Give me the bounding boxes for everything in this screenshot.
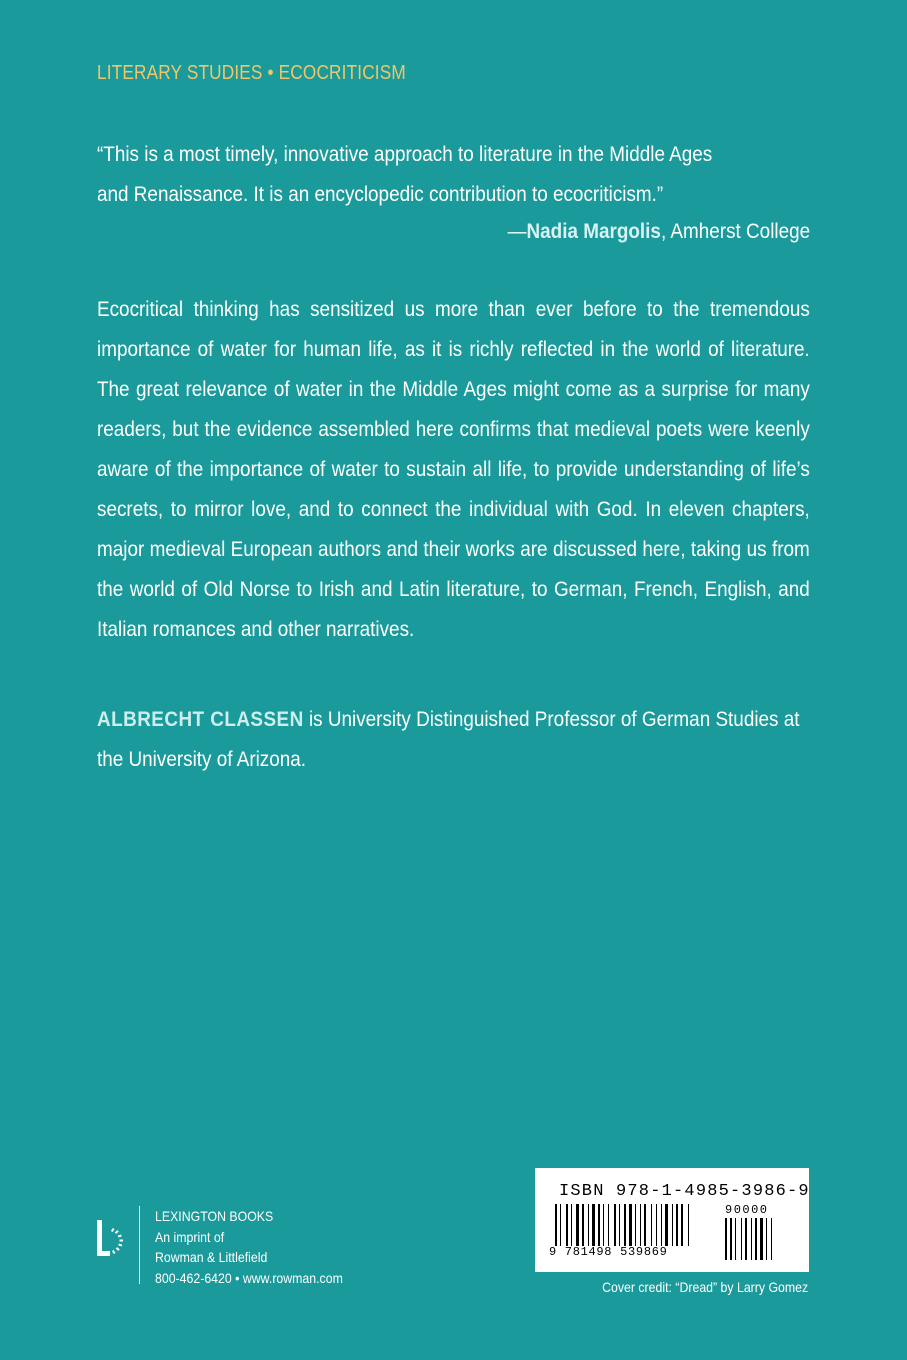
imprint-line-2: Rowman & Littlefield (155, 1249, 268, 1265)
attribution-dash: — (507, 220, 527, 243)
endorser-affiliation: , Amherst College (660, 220, 810, 243)
endorsement-quote: “This is a most timely, innovative approach to literature in the Middle Ages and Renaissance. It is an encyclopedic contribution to ecocriticism.” (97, 143, 713, 206)
lexington-books-logo-icon (95, 1216, 127, 1260)
category-label: LITERARY STUDIES • ECOCRITICISM (97, 62, 406, 84)
book-description: Ecocritical thinking has sensitized us more than ever before to the tremendous importance of water for human life, as it is richly reflected in the world of literature. The great relevance of water in the Middle Ages might come as a surprise for many readers, but the evidence assembled here confirms that medieval poets were keenly aware of the importance of water to sustain all life, to provide understanding of life’s secrets, to mirror love, and to connect the individual with God. In eleven chapters, major medieval European authors and their works are discussed here, taking us from the world of Old Norse to Irish and Latin literature, to German, French, English, and Italian romances and other narratives. (97, 298, 810, 641)
publisher-contact: 800-462-6420 • www.rowman.com (155, 1269, 343, 1286)
cover-credit: Cover credit: “Dread” by Larry Gomez (601, 1279, 808, 1295)
author-name: ALBRECHT CLASSEN (97, 708, 304, 731)
publisher-name: LEXINGTON BOOKS (155, 1208, 274, 1224)
endorsement-attribution (507, 212, 810, 252)
publisher-info (155, 1206, 343, 1288)
author-bio-text: is University Distinguished Professor of German Studies at the University of Arizona. (97, 708, 800, 771)
imprint-line-1: An imprint of (155, 1228, 225, 1245)
publisher-divider (139, 1206, 140, 1284)
endorser-name: Nadia Margolis (526, 220, 661, 243)
author-bio (97, 700, 810, 780)
barcode-digits: 9 781498 539869 (549, 1245, 668, 1259)
price-code: 90000 (725, 1203, 769, 1217)
isbn-barcode (535, 1168, 809, 1272)
isbn-text: ISBN 978-1-4985-3986-9 (559, 1182, 810, 1201)
